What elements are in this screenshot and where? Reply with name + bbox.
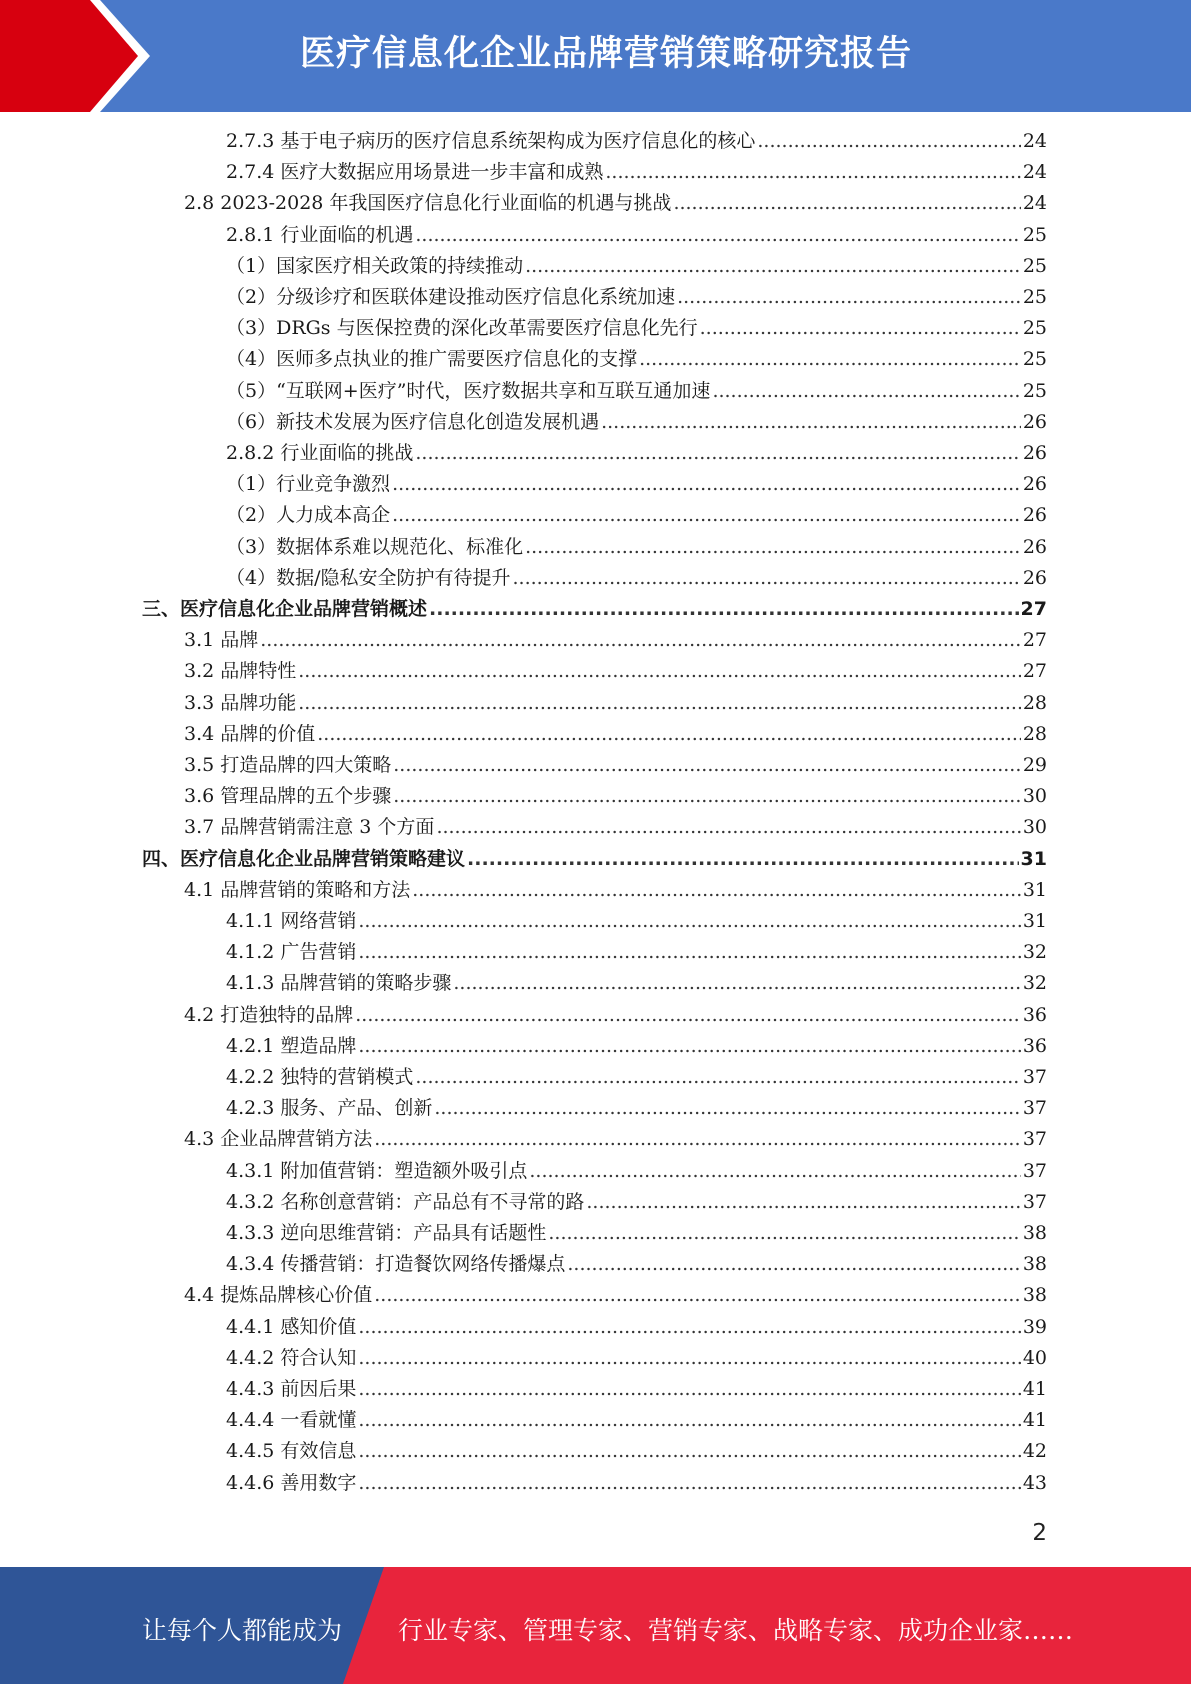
toc-leader-dots [415, 1062, 1020, 1093]
toc-entry[interactable] [184, 688, 1047, 719]
toc-leader-dots [525, 251, 1021, 282]
toc-entry-page: 27 [1020, 598, 1047, 620]
toc-entry-label: 4.3.3 逆向思维营销：产品具有话题性 [226, 1222, 547, 1244]
toc-entry-page: 39 [1022, 1315, 1047, 1338]
toc-leader-dots [392, 469, 1021, 500]
toc-entry-page: 25 [1022, 317, 1047, 340]
toc-entry-page: 30 [1022, 816, 1047, 839]
toc-leader-dots [358, 1405, 1020, 1436]
toc-entry-label: 2.7.4 医疗大数据应用场景进一步丰富和成熟 [226, 161, 604, 184]
toc-entry-page: 24 [1022, 192, 1047, 215]
toc-leader-dots [415, 438, 1020, 469]
toc-entry-page: 32 [1022, 972, 1047, 995]
toc-leader-dots [757, 126, 1020, 157]
toc-entry-label: 2.7.3 基于电子病历的医疗信息系统架构成为医疗信息化的核心 [226, 130, 756, 152]
toc-entry-page: 30 [1022, 785, 1047, 808]
toc-leader-dots [358, 1031, 1020, 1062]
toc-entry-label: 4.3.1 附加值营销：塑造额外吸引点 [226, 1159, 528, 1182]
toc-entry-label: 3.2 品牌特性 [184, 660, 297, 683]
toc-entry-label: （3）DRGs 与医保控费的深化改革需要医疗信息化先行 [226, 317, 698, 340]
toc-entry-page: 29 [1022, 754, 1047, 776]
toc-entry-page: 26 [1022, 504, 1047, 527]
toc-entry[interactable] [142, 594, 1047, 625]
toc-entry[interactable] [184, 781, 1047, 812]
toc-entry-label: 4.4.5 有效信息 [226, 1440, 357, 1463]
toc-entry[interactable] [226, 1405, 1047, 1436]
toc-leader-dots [567, 1249, 1020, 1280]
toc-leader-dots [298, 656, 1021, 687]
toc-entry-label: 4.1.1 网络营销 [226, 910, 357, 932]
toc-entry-page: 36 [1022, 1034, 1047, 1057]
toc-leader-dots [358, 1436, 1020, 1467]
toc-leader-dots [677, 282, 1021, 313]
toc-entry[interactable] [184, 1124, 1047, 1155]
toc-entry-label: 2.8 2023-2028 年我国医疗信息化行业面临的机遇与挑战 [184, 192, 672, 215]
toc-entry-label: 四、医疗信息化企业品牌营销策略建议 [142, 847, 466, 870]
toc-entry-page: 31 [1022, 910, 1047, 932]
toc-entry-page: 38 [1022, 1253, 1047, 1276]
toc-entry[interactable] [226, 1093, 1047, 1124]
toc-leader-dots [355, 1000, 1021, 1031]
toc-entry-label: （4）医师多点执业的推广需要医疗信息化的支撑 [226, 348, 638, 371]
toc-entry-page: 42 [1022, 1440, 1047, 1463]
toc-leader-dots [298, 688, 1021, 719]
toc-entry[interactable] [226, 282, 1047, 313]
toc-leader-dots [586, 1187, 1020, 1218]
toc-entry[interactable] [184, 656, 1047, 687]
toc-entry-page: 37 [1022, 1097, 1047, 1120]
toc-entry[interactable] [184, 188, 1047, 219]
toc-entry[interactable] [226, 376, 1047, 407]
toc-entry[interactable] [226, 220, 1047, 251]
toc-entry-label: 3.7 品牌营销需注意 3 个方面 [184, 816, 435, 839]
toc-entry-page: 27 [1022, 660, 1047, 683]
toc-leader-dots [453, 968, 1020, 999]
toc-leader-dots [358, 1343, 1020, 1374]
toc-entry[interactable] [226, 1436, 1047, 1467]
toc-entry-label: 4.2.1 塑造品牌 [226, 1034, 357, 1057]
toc-entry-page: 31 [1020, 847, 1047, 870]
toc-entry-page: 28 [1022, 722, 1047, 745]
toc-entry[interactable] [226, 126, 1047, 157]
toc-entry-label: （4）数据/隐私安全防护有待提升 [226, 566, 511, 589]
footer-slogan-left: 让每个人都能成为 [142, 1616, 343, 1645]
toc-entry[interactable] [184, 719, 1047, 750]
toc-entry-label: 4.1 品牌营销的策略和方法 [184, 878, 411, 901]
toc-entry-label: 三、医疗信息化企业品牌营销概述 [142, 598, 428, 620]
toc-entry[interactable] [226, 563, 1047, 594]
toc-entry-label: 4.4.1 感知价值 [226, 1315, 357, 1338]
toc-entry[interactable] [226, 1249, 1047, 1280]
toc-entry-label: 4.1.3 品牌营销的策略步骤 [226, 972, 452, 995]
toc-entry-label: （6）新技术发展为医疗信息化创造发展机遇 [226, 410, 600, 433]
footer-slogan-right: 行业专家、管理专家、营销专家、战略专家、成功企业家…… [398, 1616, 1074, 1645]
toc-leader-dots [317, 719, 1021, 750]
toc-leader-dots [429, 594, 1019, 625]
report-title: 医疗信息化企业品牌营销策略研究报告 [300, 34, 913, 74]
toc-entry[interactable] [226, 313, 1047, 344]
toc-entry-page: 40 [1022, 1346, 1047, 1369]
toc-entry[interactable] [226, 1156, 1047, 1187]
toc-entry[interactable] [226, 1374, 1047, 1405]
toc-entry[interactable] [226, 937, 1047, 968]
toc-entry[interactable] [226, 532, 1047, 563]
toc-entry-page: 26 [1022, 566, 1047, 589]
toc-entry-label: 3.4 品牌的价值 [184, 722, 316, 745]
toc-entry-page: 38 [1022, 1222, 1047, 1244]
toc-entry[interactable] [184, 812, 1047, 843]
toc-leader-dots [374, 1280, 1021, 1311]
toc-leader-dots [700, 313, 1021, 344]
toc-entry-page: 27 [1022, 629, 1047, 652]
toc-entry-page: 26 [1022, 410, 1047, 433]
toc-entry-label: （1）国家医疗相关政策的持续推动 [226, 254, 524, 277]
toc-entry[interactable] [226, 1468, 1047, 1499]
toc-entry-page: 25 [1022, 286, 1047, 308]
toc-entry-page: 25 [1022, 348, 1047, 371]
toc-entry[interactable] [226, 407, 1047, 438]
toc-leader-dots [525, 532, 1021, 563]
toc-leader-dots [601, 407, 1021, 438]
toc-entry[interactable] [184, 625, 1047, 656]
toc-entry[interactable] [142, 844, 1047, 875]
toc-entry-label: （2）人力成本高企 [226, 504, 391, 527]
header-chevron-icon [0, 0, 160, 112]
toc-entry-label: 4.3.2 名称创意营销：产品总有不寻常的路 [226, 1190, 585, 1213]
toc-entry-label: 4.2.2 独特的营销模式 [226, 1066, 414, 1088]
toc-entry-page: 26 [1022, 442, 1047, 464]
toc-entry-label: 4.2.3 服务、产品、创新 [226, 1097, 433, 1120]
toc-leader-dots [393, 750, 1021, 781]
toc-leader-dots [358, 1468, 1020, 1499]
toc-entry-label: 4.2 打造独特的品牌 [184, 1003, 354, 1026]
toc-entry-page: 41 [1022, 1378, 1047, 1400]
toc-entry-page: 38 [1022, 1284, 1047, 1307]
toc-entry[interactable] [226, 1031, 1047, 1062]
toc-leader-dots [639, 344, 1021, 375]
toc-entry[interactable] [226, 157, 1047, 188]
toc-entry-page: 26 [1022, 535, 1047, 558]
toc-leader-dots [436, 812, 1020, 843]
toc-entry-label: 4.3 企业品牌营销方法 [184, 1128, 373, 1151]
toc-entry[interactable] [226, 1312, 1047, 1343]
toc-leader-dots [358, 906, 1020, 937]
toc-entry-label: 2.8.1 行业面临的机遇 [226, 223, 414, 246]
toc-entry-page: 31 [1022, 878, 1047, 901]
toc-entry-label: 4.4.6 善用数字 [226, 1471, 357, 1494]
toc-entry-label: （3）数据体系难以规范化、标准化 [226, 535, 524, 558]
toc-entry[interactable] [226, 500, 1047, 531]
toc-leader-dots [434, 1093, 1020, 1124]
toc-entry[interactable] [226, 906, 1047, 937]
toc-leader-dots [548, 1218, 1020, 1249]
toc-entry[interactable] [226, 968, 1047, 999]
toc-entry-page: 37 [1022, 1066, 1047, 1088]
toc-entry[interactable] [226, 1062, 1047, 1093]
toc-leader-dots [412, 875, 1021, 906]
toc-leader-dots [358, 937, 1020, 968]
toc-entry-page: 32 [1022, 941, 1047, 964]
toc-entry-page: 37 [1022, 1159, 1047, 1182]
toc-entry-page: 24 [1022, 130, 1047, 152]
toc-entry-label: 3.6 管理品牌的五个步骤 [184, 785, 392, 808]
toc-leader-dots [529, 1156, 1020, 1187]
toc-entry-page: 28 [1022, 691, 1047, 714]
toc-leader-dots [712, 376, 1020, 407]
toc-entry-page: 43 [1022, 1471, 1047, 1494]
toc-entry-page: 37 [1022, 1190, 1047, 1213]
toc-leader-dots [374, 1124, 1021, 1155]
toc-entry-page: 25 [1022, 379, 1047, 402]
toc-entry-label: 3.3 品牌功能 [184, 691, 297, 714]
toc-entry-page: 25 [1022, 223, 1047, 246]
toc-entry-label: 4.4.3 前因后果 [226, 1378, 357, 1400]
toc-entry-label: 4.4 提炼品牌核心价值 [184, 1284, 373, 1307]
toc-entry-label: 4.4.4 一看就懂 [226, 1409, 357, 1432]
toc-leader-dots [358, 1374, 1020, 1405]
toc-entry[interactable] [184, 750, 1047, 781]
toc-entry[interactable] [226, 1218, 1047, 1249]
toc-entry[interactable] [184, 1000, 1047, 1031]
footer-banner [0, 1567, 1191, 1684]
toc-entry-label: 4.4.2 符合认知 [226, 1346, 357, 1369]
toc-entry[interactable] [226, 251, 1047, 282]
toc-entry[interactable] [184, 1280, 1047, 1311]
toc-leader-dots [358, 1312, 1020, 1343]
toc-entry[interactable] [226, 1343, 1047, 1374]
toc-entry-label: 2.8.2 行业面临的挑战 [226, 442, 414, 464]
toc-entry-label: （2）分级诊疗和医联体建设推动医疗信息化系统加速 [226, 286, 676, 308]
toc-entry-label: 4.1.2 广告营销 [226, 941, 357, 964]
toc-entry-label: 4.3.4 传播营销：打造餐饮网络传播爆点 [226, 1253, 566, 1276]
toc-entry-page: 25 [1022, 254, 1047, 277]
toc-entry-label: （5）“互联网+医疗”时代，医疗数据共享和互联互通加速 [226, 379, 711, 402]
toc-entry-page: 26 [1022, 473, 1047, 496]
toc-entry-label: 3.1 品牌 [184, 629, 259, 652]
toc-leader-dots [415, 220, 1020, 251]
toc-leader-dots [393, 781, 1021, 812]
toc-entry[interactable] [226, 469, 1047, 500]
toc-leader-dots [673, 188, 1020, 219]
toc-entry-label: 3.5 打造品牌的四大策略 [184, 754, 392, 776]
toc-leader-dots [513, 563, 1021, 594]
toc-entry[interactable] [226, 344, 1047, 375]
toc-entry[interactable] [226, 1187, 1047, 1218]
page-number: 2 [1032, 1520, 1047, 1546]
report-header [0, 0, 1191, 112]
toc-entry[interactable] [226, 438, 1047, 469]
toc-leader-dots [467, 844, 1019, 875]
toc-entry-page: 37 [1022, 1128, 1047, 1151]
toc-leader-dots [605, 157, 1020, 188]
toc-entry-page: 24 [1022, 161, 1047, 184]
toc-leader-dots [260, 625, 1021, 656]
toc-entry-page: 36 [1022, 1003, 1047, 1026]
toc-entry-label: （1）行业竞争激烈 [226, 473, 391, 496]
toc-entry[interactable] [184, 875, 1047, 906]
toc-leader-dots [392, 500, 1021, 531]
toc-entry-page: 41 [1022, 1409, 1047, 1432]
